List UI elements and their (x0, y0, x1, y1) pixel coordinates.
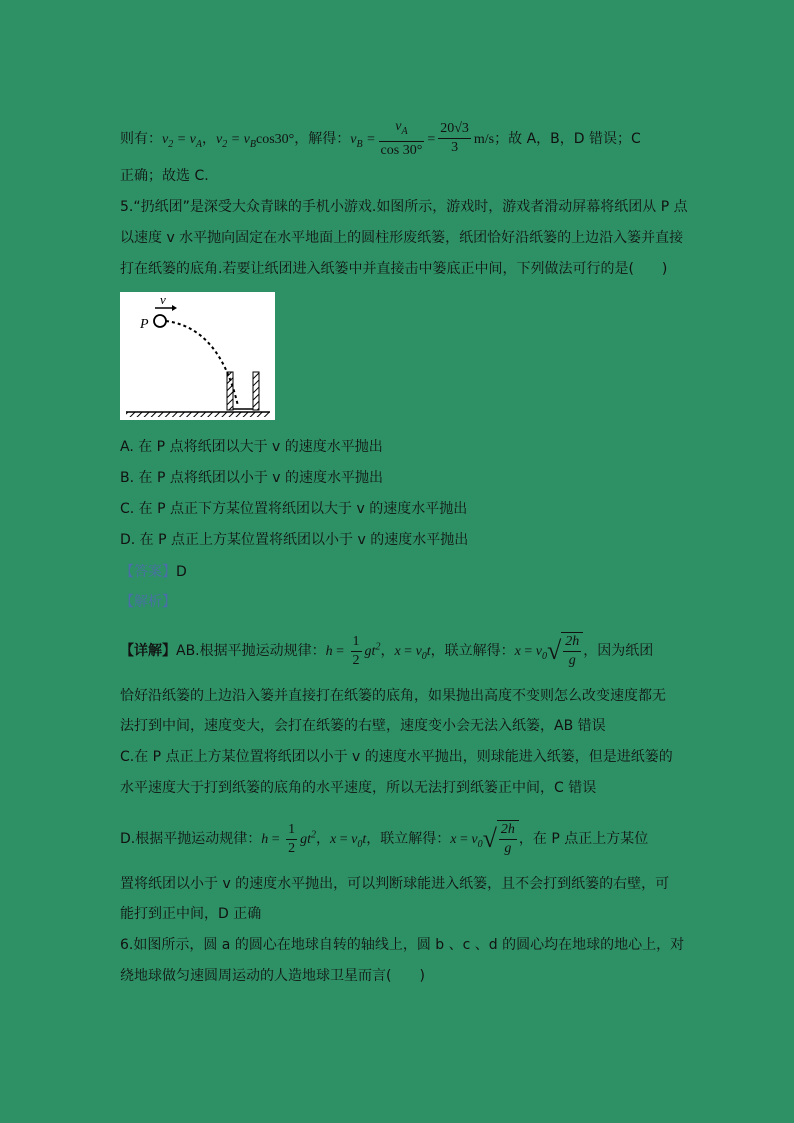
question-5-line-2: 以速度 v 水平抛向固定在水平地面上的圆柱形废纸篓，纸团恰好沿纸篓的上边沿入篓并直接 (120, 230, 684, 246)
basket-right-wall (253, 372, 259, 410)
velocity-label: v (160, 292, 166, 307)
equation: $v_2 = v_B$ (216, 131, 256, 150)
text-fragment: ，因为纸团 (583, 643, 654, 659)
option-b: B. 在 P 点将纸团以小于 v 的速度水平抛出 (120, 470, 384, 486)
solution-line-1: 则有：$v_2 = v_A$，$v_2 = v_B\cos 30^\circ$，解得：$v_B$ = $\frac{v_A}{\cos 30^\circ}$ = $\frac{20√3}{3}$ m/s；故 A，B，D 错误；C (120, 119, 641, 158)
fraction: $\frac{20√3}{3}$ (440, 121, 469, 156)
ground-hatch (126, 412, 270, 417)
square-root: √ $\frac{2h}{g}$ (483, 820, 519, 858)
fraction: $\frac{1}{2}$ (288, 821, 296, 856)
text-fragment: ，联立解得： (430, 643, 515, 659)
paper-ball (154, 315, 166, 327)
option-c: C. 在 P 点正下方某位置将纸团以大于 v 的速度水平抛出 (120, 501, 468, 517)
fraction: $\frac{1}{2}$ (352, 633, 360, 668)
answer-value: D (176, 564, 187, 580)
equation: $v_2 = v_A$ (162, 131, 202, 150)
detail-ab-line-2: 恰好沿纸篓的上边沿入篓并直接打在纸篓的底角，如果抛出高度不变则怎么改变速度都无 (120, 688, 666, 704)
question-5-line-3: 打在纸篓的底角.若要让纸团进入纸篓中并直接击中篓底正中间，下列做法可行的是( ) (120, 261, 668, 277)
text-fragment: ，在 P 点正上方某位 (518, 831, 649, 847)
question-6-line-2: 绕地球做匀速圆周运动的人造地球卫星而言( ) (120, 968, 425, 984)
answer-tag: 【答案】 (120, 564, 176, 580)
detail-d-line-3: 能打到正中间，D 正确 (120, 906, 262, 922)
option-a: A. 在 P 点将纸团以大于 v 的速度水平抛出 (120, 439, 383, 455)
equation: $v_B$ = (350, 131, 376, 150)
square-root: √ $\frac{2h}{g}$ (547, 632, 583, 670)
fraction: $\frac{v_A}{\cos 30^\circ}$ (380, 119, 423, 158)
analysis-line (120, 592, 176, 612)
text-fragment: ，解得： (294, 130, 351, 147)
point-p-label: P (140, 317, 149, 332)
text-fragment: ，联立解得： (366, 831, 451, 847)
text-fragment: ， (202, 130, 216, 147)
text-fragment: D.根据平抛运动规律： (120, 831, 262, 847)
detail-d-line-1: D.根据平抛运动规律：h = $\frac{1}{2}$ $gt^2$，$x = v_0t$，联立解得：$x = v_0√$ $\frac{2h}{g}$ ，在 P 点正上方某位 (120, 821, 649, 856)
detail-ab-line-1: 【详解】AB.根据平抛运动规律：h = $\frac{1}{2}$ $gt^2$，$x = v_0t$，联立解得：$x = v_0√$ $\frac{2h}{g}$ ，因为纸团 (120, 633, 654, 668)
option-d: D. 在 P 点正上方某位置将纸团以小于 v 的速度水平抛出 (120, 532, 469, 548)
text-fragment: 则有： (120, 130, 162, 147)
paper-ball-figure (120, 292, 275, 420)
question-5-line-1: 5.“扔纸团”是深受大众青睐的手机小游戏.如图所示，游戏时，游戏者滑动屏幕将纸团从 P 点 (120, 199, 688, 215)
projectile-diagram (120, 292, 275, 420)
detail-c-line-1: C.在 P 点正上方某位置将纸团以小于 v 的速度水平抛出，则球能进入纸篓，但是进纸篓的 (120, 749, 673, 765)
analysis-tag: 【解析】 (120, 594, 176, 610)
detail-c-line-2: 水平速度大于打到纸篓的底角的水平速度，所以无法打到纸篓正中间，C 错误 (120, 780, 597, 796)
text-fragment: ；故 A，B，D 错误；C (494, 130, 641, 147)
basket-left-wall (227, 372, 233, 410)
arrow-head-icon (172, 305, 177, 311)
equation: cos30° (256, 131, 295, 147)
text-fragment: AB.根据平抛运动规律： (176, 643, 326, 659)
answer-line (120, 562, 187, 582)
detail-tag: 【详解】 (120, 643, 176, 659)
question-6-line-1: 6.如图所示，圆 a 的圆心在地球自转的轴线上，圆 b 、c 、d 的圆心均在地球的地心上，对 (120, 937, 685, 953)
detail-d-line-2: 置将纸团以小于 v 的速度水平抛出，可以判断球能进入纸篓，且不会打到纸篓的右壁，可 (120, 876, 670, 892)
solution-line-2: 正确；故选 C. (120, 168, 209, 184)
detail-ab-line-3: 法打到中间，速度变大，会打在纸篓的右壁，速度变小会无法入纸篓，AB 错误 (120, 718, 606, 734)
